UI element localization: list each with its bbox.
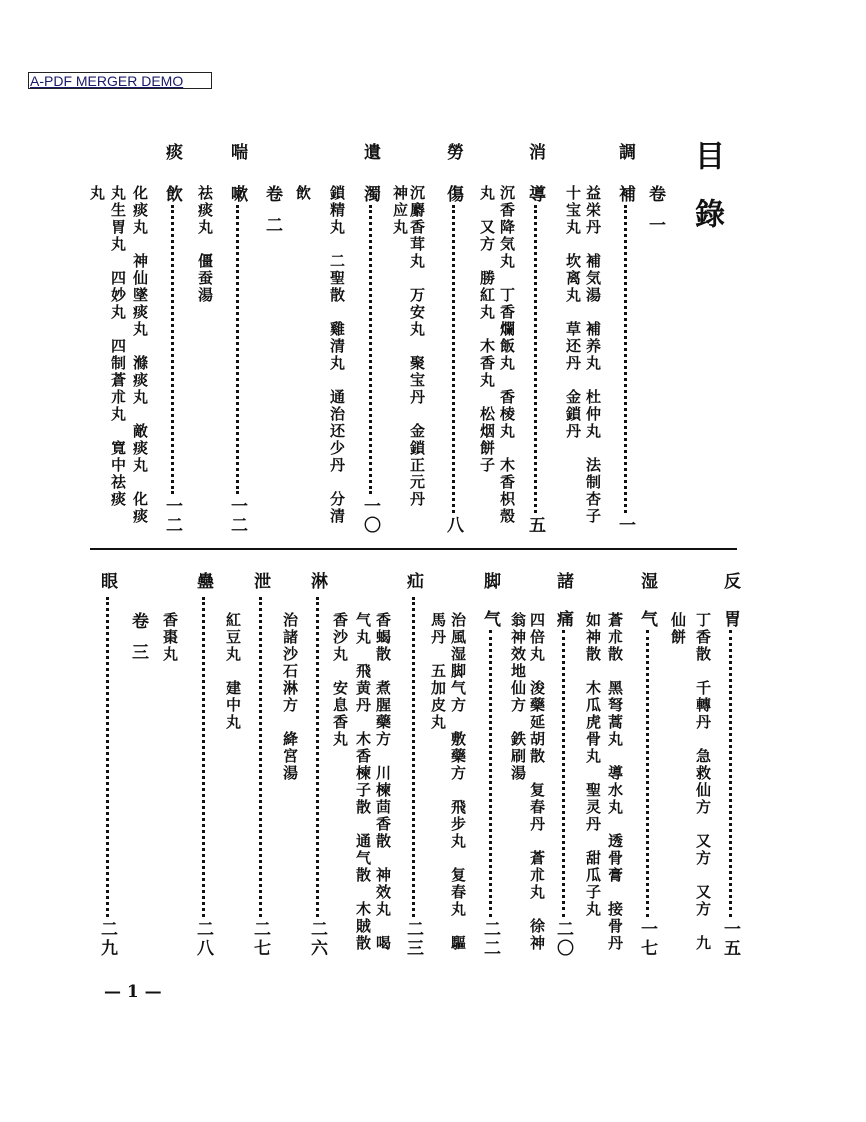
formula-list: 香蝎散 煮腥藥方 川楝茴香散 神效丸 喝	[374, 612, 392, 952]
volume-2-label: 卷二	[262, 185, 282, 247]
formula-list: 蒼朮散 黑弩蒿丸 導水丸 透骨膏 接骨丹	[606, 612, 624, 952]
page-number: 一	[615, 516, 635, 535]
category-heading: 泄	[250, 572, 270, 591]
toc-entry	[194, 594, 212, 958]
dot-leader	[369, 205, 372, 494]
toc-entry	[404, 594, 422, 958]
category-heading: 反	[720, 572, 740, 591]
page-title: 目錄	[689, 140, 724, 256]
volume-1-label: 卷一	[645, 185, 665, 247]
formula-list: 丁香散 千轉丹 急救仙方 又方 又方 九	[694, 612, 712, 952]
formula-list: 丸 又方 勝紅丸 木香丸 松烟餅子	[478, 185, 496, 474]
entry-label: 傷	[443, 185, 463, 202]
page-number: 一二	[162, 497, 182, 535]
formula-list: 十宝丸 坎离丸 草还丹 金鎖丹	[564, 185, 582, 440]
category-heading: 調	[615, 143, 635, 162]
entry-label: 痛	[553, 610, 573, 627]
toc-entry	[526, 185, 544, 535]
entry-label: 補	[615, 185, 635, 202]
page-number: 一七	[637, 920, 657, 958]
entry-label: 飲	[162, 185, 182, 202]
category-heading: 喘	[227, 143, 247, 162]
formula-list: 治風湿脚气方 敷藥方 飛步丸 复春丸 驅	[449, 612, 467, 952]
page-number: 二二	[480, 920, 500, 958]
formula-list: 翁神效地仙方 鉄刷湯	[509, 612, 527, 782]
dot-leader	[171, 205, 174, 494]
toc-entry	[721, 610, 739, 958]
category-heading: 湿	[637, 572, 657, 591]
page-number: 二七	[250, 920, 270, 958]
formula-list: 如神散 木瓜虎骨丸 聖灵丹 甜瓜子丸	[584, 612, 602, 918]
toc-entry	[481, 610, 499, 958]
toc-entry	[638, 610, 656, 958]
entry-label: 嗽	[227, 185, 247, 202]
formula-list: 丸	[88, 185, 106, 202]
dot-leader	[316, 597, 319, 917]
dot-leader	[412, 597, 415, 917]
toc-entry	[554, 610, 572, 958]
entry-label: 气	[480, 610, 500, 627]
dot-leader	[236, 205, 239, 494]
dot-leader	[534, 205, 537, 513]
page-number: 二九	[97, 920, 117, 958]
dot-leader	[259, 597, 262, 917]
dot-leader	[106, 597, 109, 917]
dot-leader	[624, 205, 627, 513]
formula-list: 沉麝香茸丸 万安丸 聚宝丹 金鎖正元丹	[408, 185, 426, 508]
dot-leader	[562, 630, 565, 917]
category-heading: 勞	[443, 143, 463, 162]
formula-list: 气丸 飛黄丹 木香楝子散 通气散 木賊散	[354, 612, 372, 952]
formula-list: 神应丸	[391, 185, 409, 236]
page-number: 二八	[193, 920, 213, 958]
toc-entry	[228, 185, 246, 535]
page-number: 一二	[227, 497, 247, 535]
formula-list: 治諸沙石淋方 絳宮湯	[281, 612, 299, 782]
demo-watermark: A-PDF MERGER DEMO	[28, 72, 212, 89]
volume-3-label: 卷三	[128, 612, 148, 674]
dot-leader	[489, 630, 492, 917]
category-heading: 脚	[480, 572, 500, 591]
dot-leader	[729, 630, 732, 917]
page-number: 八	[443, 516, 463, 535]
dot-leader	[202, 597, 205, 917]
formula-list: 化痰丸 神仙墜痰丸 滌痰丸 敵痰丸 化痰	[131, 185, 149, 525]
dot-leader	[452, 205, 455, 513]
formula-list: 馬丹 五加皮丸	[429, 612, 447, 731]
category-heading: 遺	[360, 143, 380, 162]
formula-list: 香棗丸	[161, 612, 179, 663]
formula-list: 紅豆丸 建中丸	[224, 612, 242, 731]
toc-entry	[361, 185, 379, 535]
formula-list: 香沙丸 安息香丸	[331, 612, 349, 748]
page-number: 五	[525, 516, 545, 535]
page-number-footer: — 1 —	[104, 982, 162, 1002]
page-number: 二〇	[553, 920, 573, 958]
entry-label: 導	[525, 185, 545, 202]
formula-list: 飲	[294, 185, 312, 202]
section-divider	[90, 548, 737, 550]
formula-list: 四倍丸 浚藥延胡散 复春丹 蒼朮丸 徐神	[528, 612, 546, 952]
formula-list: 祛痰丸 僵蚕湯	[196, 185, 214, 304]
category-heading: 眼	[97, 572, 117, 591]
toc-entry	[616, 185, 634, 535]
toc-entry	[98, 594, 116, 958]
formula-list: 益栄丹 補気湯 補养丸 杜仲丸 法制杏子	[584, 185, 602, 525]
category-heading: 蠱	[193, 572, 213, 591]
toc-entry	[308, 594, 326, 958]
formula-list: 鎖精丸 二聖散 雞清丸 通治还少丹 分清	[328, 185, 346, 525]
category-heading: 消	[525, 143, 545, 162]
toc-entry	[251, 594, 269, 958]
page-number: 二三	[403, 920, 423, 958]
page-number: 二六	[307, 920, 327, 958]
entry-label: 胃	[720, 610, 740, 627]
toc-entry	[163, 185, 181, 535]
category-heading: 痰	[162, 143, 182, 162]
formula-list: 仙餅	[669, 612, 687, 646]
dot-leader	[646, 630, 649, 917]
formula-list: 丸生胃丸 四妙丸 四制蒼朮丸 寬中祛痰	[109, 185, 127, 508]
category-heading: 諸	[553, 572, 573, 591]
page-number: 一〇	[360, 497, 380, 535]
toc-entry	[444, 185, 462, 535]
category-heading: 淋	[307, 572, 327, 591]
category-heading: 疝	[403, 572, 423, 591]
page-number: 一五	[720, 920, 740, 958]
entry-label: 气	[637, 610, 657, 627]
entry-label: 濁	[360, 185, 380, 202]
formula-list: 沉香降気丸 丁香爛飯丸 香棱丸 木香枳殼	[498, 185, 516, 525]
